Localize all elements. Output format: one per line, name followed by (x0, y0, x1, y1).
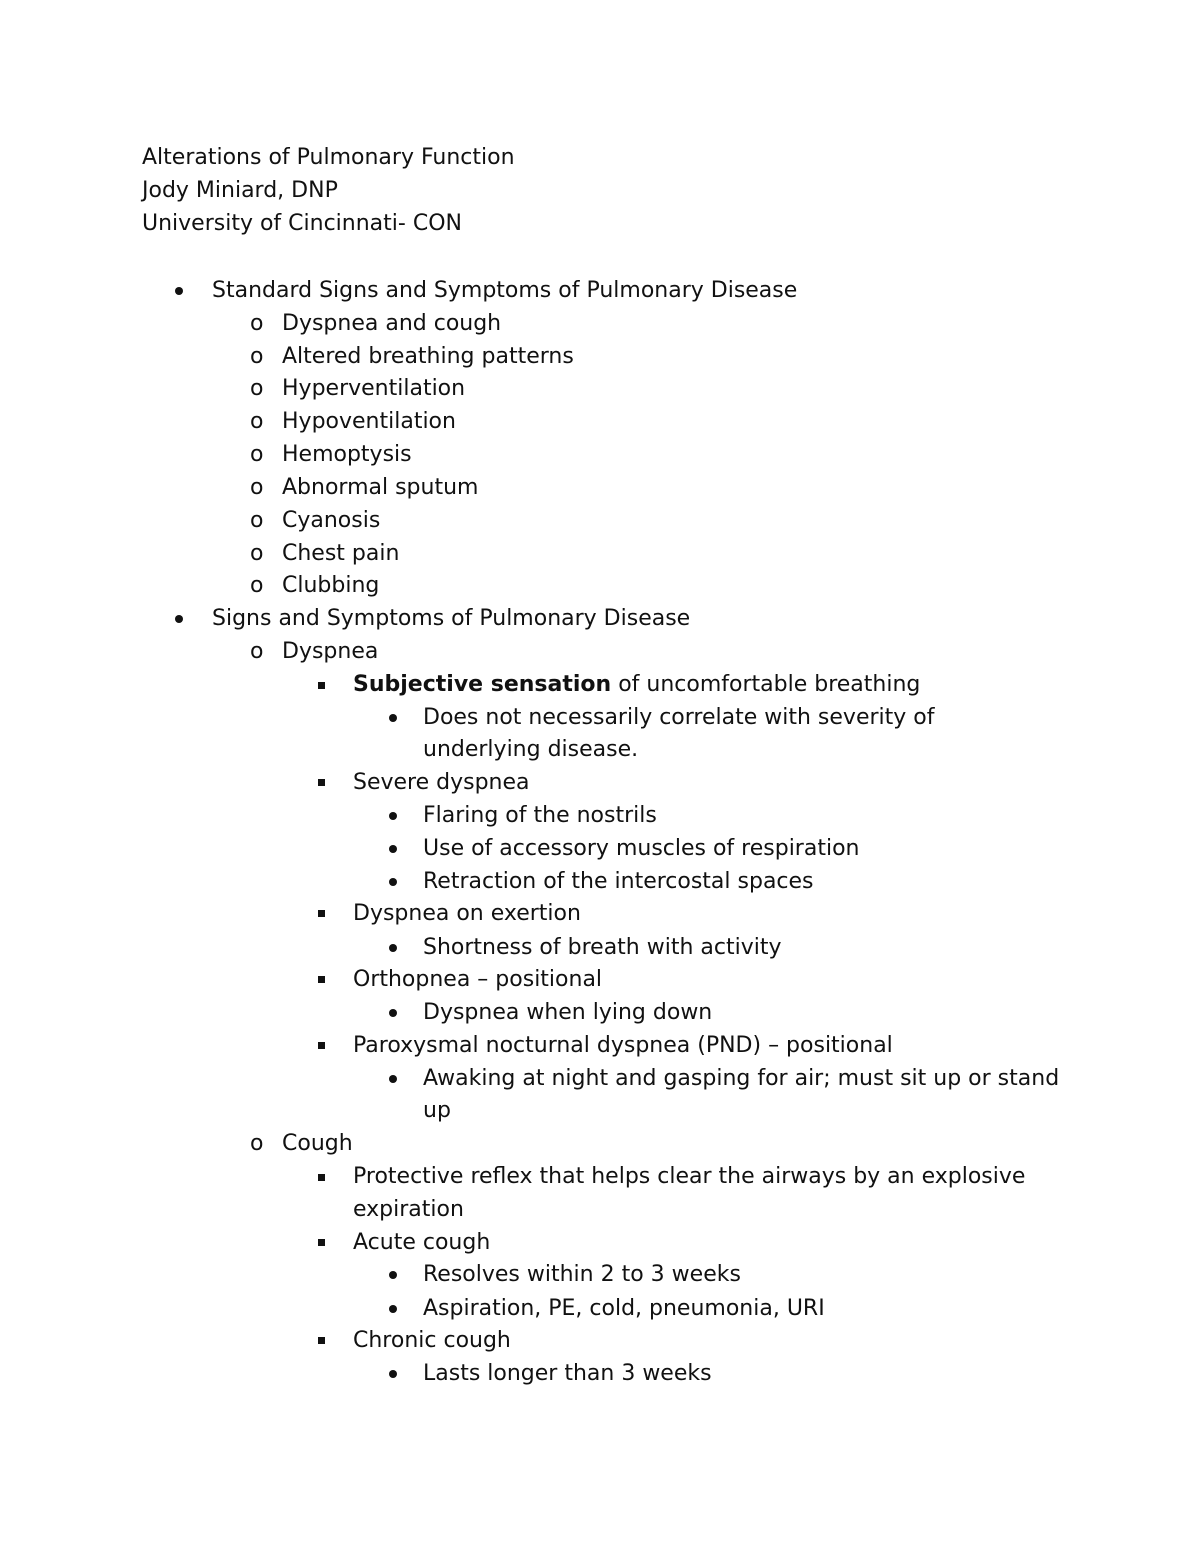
bullet-circle: o (250, 442, 264, 467)
list-item: Resolves within 2 to 3 weeks (423, 1262, 741, 1287)
list-item: Aspiration, PE, cold, pneumonia, URI (423, 1296, 825, 1321)
list-item-continuation: up (423, 1098, 451, 1123)
bullet-dot (389, 1271, 397, 1279)
list-item: Dyspnea when lying down (423, 1000, 713, 1025)
bullet-square (318, 1042, 325, 1049)
bullet-dot (389, 944, 397, 952)
list-item: Chronic cough (353, 1328, 511, 1353)
bullet-square (318, 682, 325, 689)
document-title: Alterations of Pulmonary Function (142, 145, 515, 170)
list-item: Hyperventilation (282, 376, 466, 401)
bullet-dot (389, 845, 397, 853)
subsection-dyspnea: Dyspnea (282, 639, 379, 664)
term-description: of uncomfortable breathing (611, 672, 921, 697)
bold-term: Subjective sensation (353, 672, 612, 697)
list-item: Clubbing (282, 573, 380, 598)
list-item: Abnormal sputum (282, 475, 479, 500)
bullet-square (318, 1239, 325, 1246)
list-item: Altered breathing patterns (282, 344, 574, 369)
bullet-dot (389, 1075, 397, 1083)
list-item: Paroxysmal nocturnal dyspnea (PND) – positional (353, 1033, 893, 1058)
bullet-circle: o (250, 1131, 264, 1156)
bullet-dot (389, 1009, 397, 1017)
list-item: Hemoptysis (282, 442, 412, 467)
bullet-dot (389, 1370, 397, 1378)
author-line: Jody Miniard, DNP (142, 178, 338, 203)
section-heading-signs: Signs and Symptoms of Pulmonary Disease (212, 606, 691, 631)
list-item: Use of accessory muscles of respiration (423, 836, 860, 861)
list-item: Acute cough (353, 1230, 491, 1255)
list-item: Does not necessarily correlate with severity of (423, 705, 935, 730)
bullet-circle: o (250, 573, 264, 598)
list-item-continuation: underlying disease. (423, 737, 639, 762)
section-heading-standard-signs: Standard Signs and Symptoms of Pulmonary Disease (212, 278, 798, 303)
list-item: Chest pain (282, 541, 400, 566)
list-item: Flaring of the nostrils (423, 803, 657, 828)
bullet-circle: o (250, 376, 264, 401)
bullet-circle: o (250, 541, 264, 566)
list-item: Orthopnea – positional (353, 967, 603, 992)
bullet-dot (389, 878, 397, 886)
bullet-dot (389, 812, 397, 820)
list-item-continuation: expiration (353, 1197, 464, 1222)
bullet-dot (389, 714, 397, 722)
bullet-dot (175, 615, 183, 623)
list-item: Protective reflex that helps clear the airways by an explosive (353, 1164, 1026, 1189)
list-item: Retraction of the intercostal spaces (423, 869, 814, 894)
bullet-circle: o (250, 409, 264, 434)
institution-line: University of Cincinnati- CON (142, 211, 462, 236)
list-item: Lasts longer than 3 weeks (423, 1361, 712, 1386)
list-item: Dyspnea on exertion (353, 901, 581, 926)
bullet-circle: o (250, 475, 264, 500)
bullet-square (318, 1337, 325, 1344)
bullet-square (318, 910, 325, 917)
bullet-circle: o (250, 508, 264, 533)
list-item: Awaking at night and gasping for air; must sit up or stand (423, 1066, 1060, 1091)
bullet-dot (389, 1305, 397, 1313)
bullet-circle: o (250, 639, 264, 664)
list-item: Shortness of breath with activity (423, 935, 782, 960)
bullet-square (318, 976, 325, 983)
bullet-circle: o (250, 344, 264, 369)
list-item: Dyspnea and cough (282, 311, 502, 336)
list-item: Hypoventilation (282, 409, 456, 434)
list-item: Cyanosis (282, 508, 381, 533)
subsection-cough: Cough (282, 1131, 353, 1156)
bullet-dot (175, 287, 183, 295)
bullet-square (318, 779, 325, 786)
bullet-square (318, 1174, 325, 1181)
list-item (353, 671, 920, 699)
bullet-circle: o (250, 311, 264, 336)
list-item: Severe dyspnea (353, 770, 530, 795)
